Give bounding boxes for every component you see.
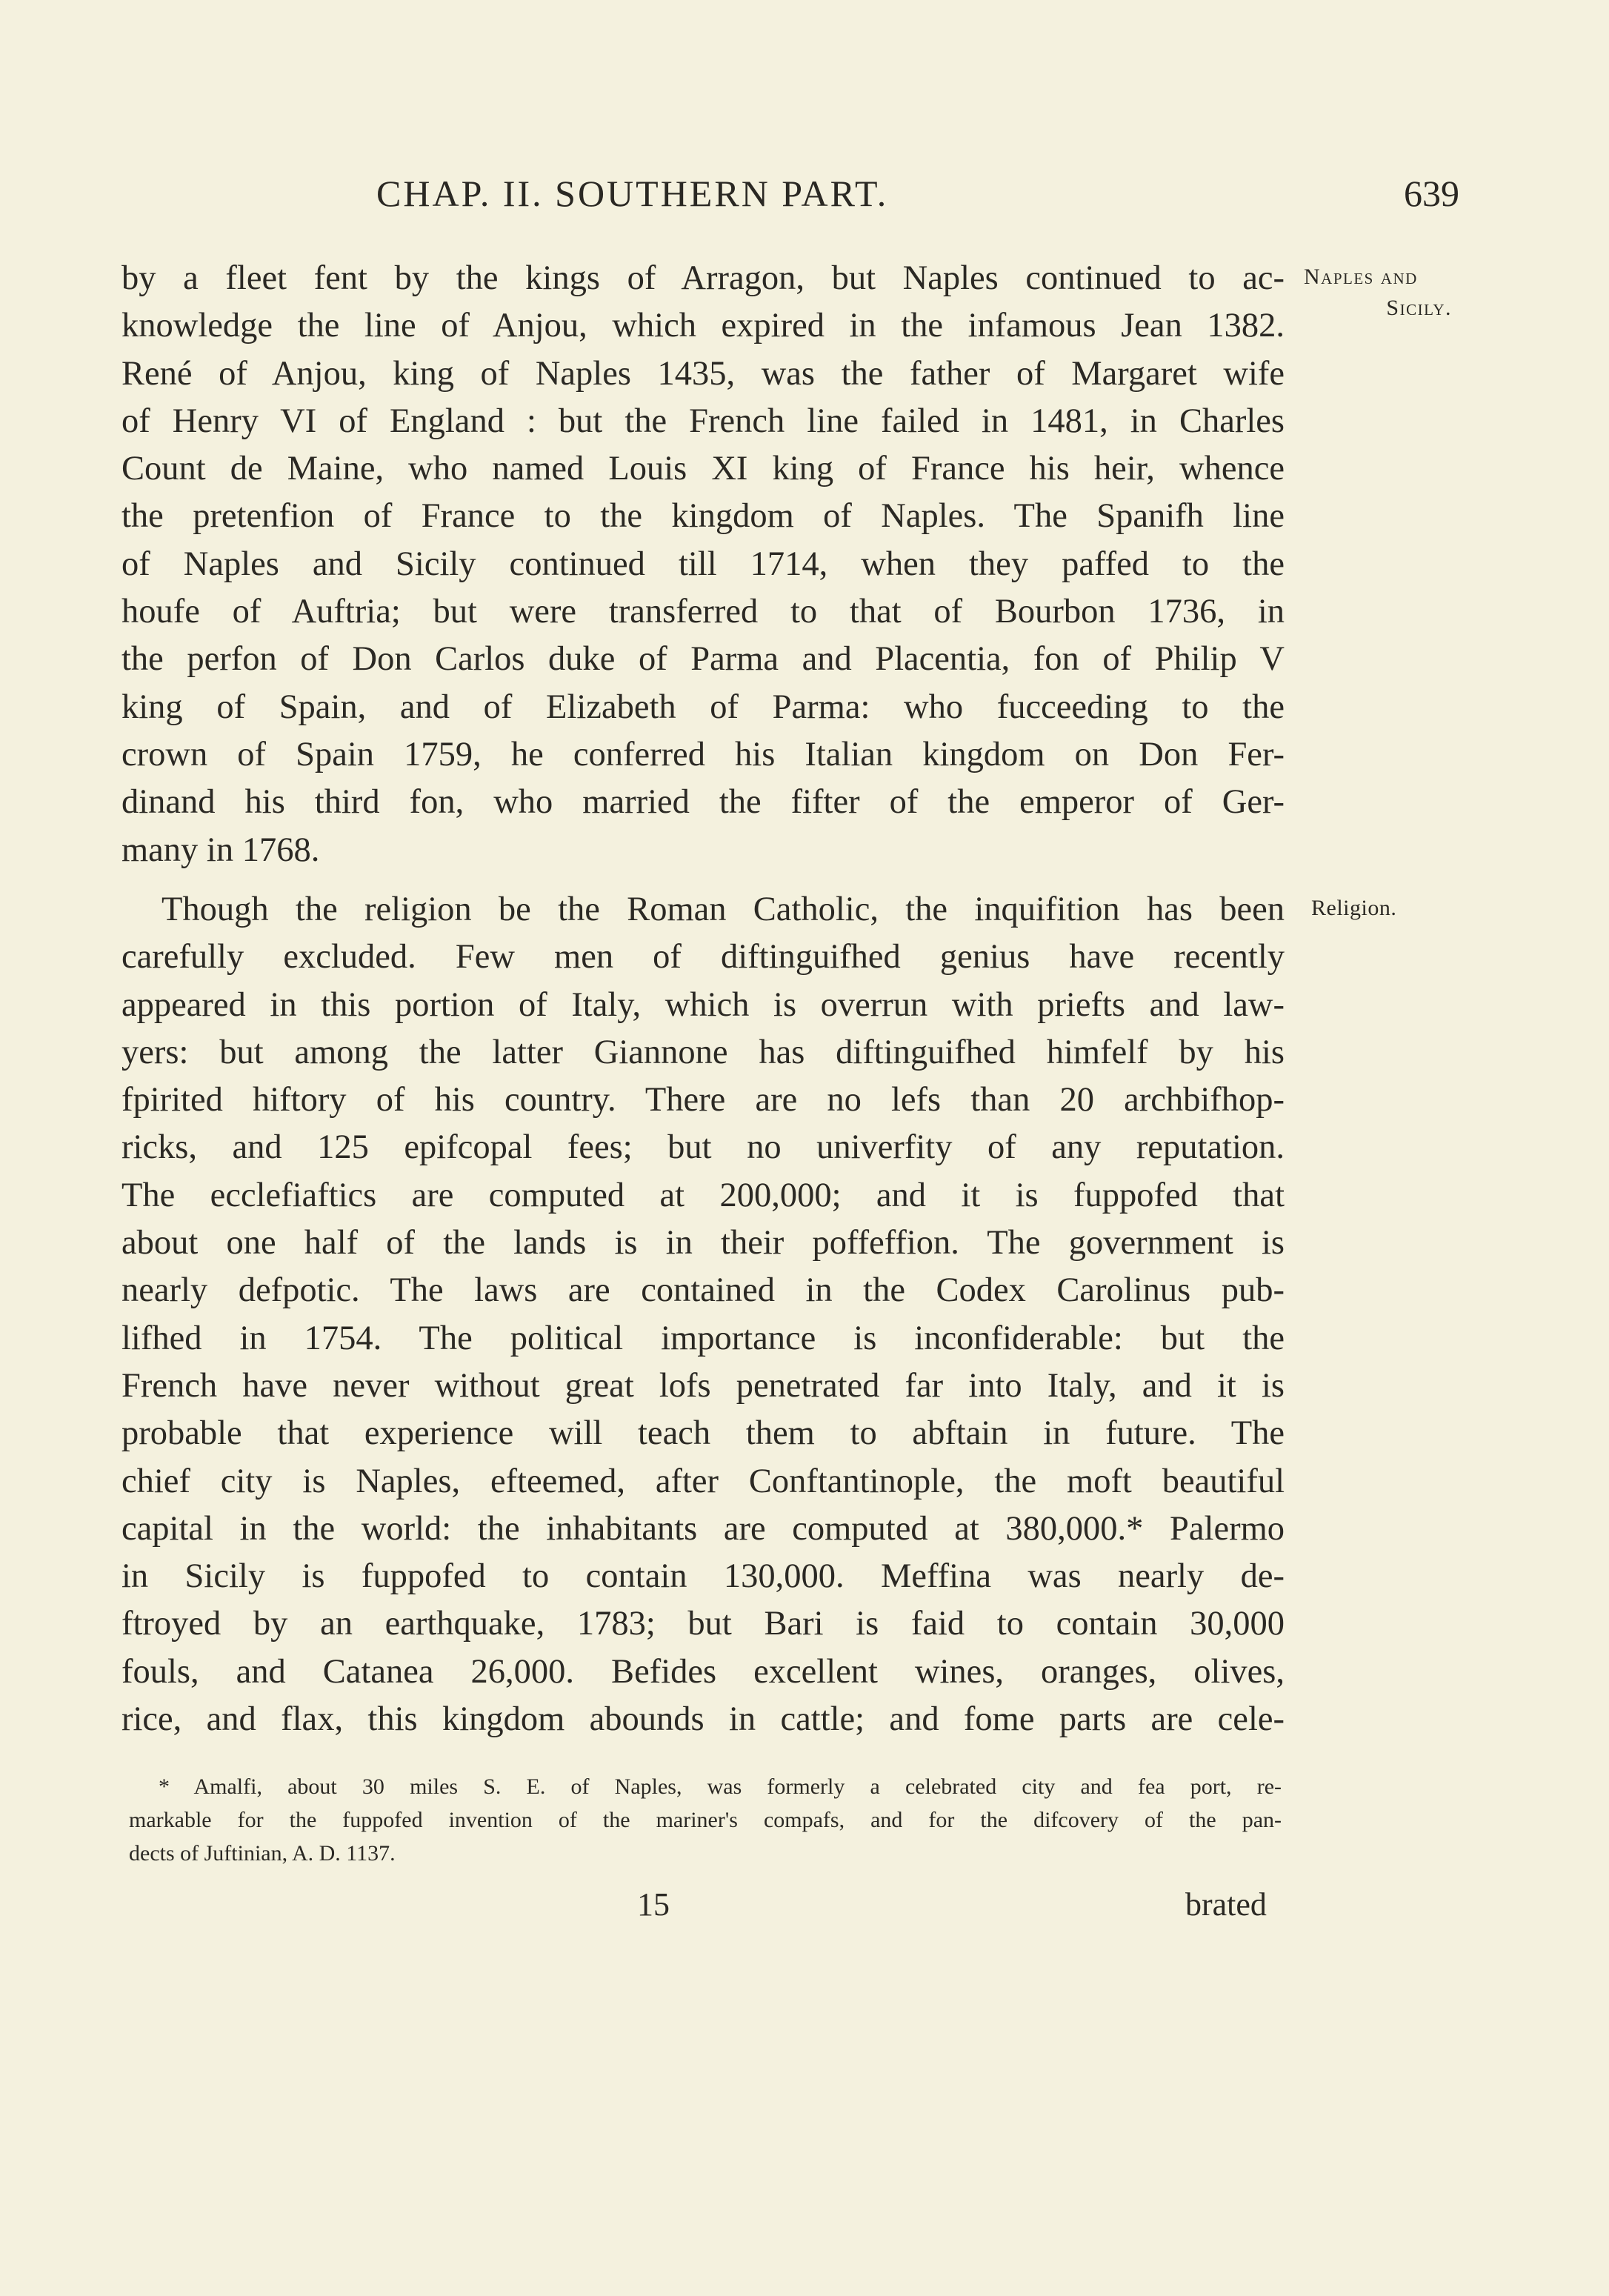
text-line: probable that experience will teach them to abftain in future. The [121,1414,1285,1453]
text-line: about one half of the lands is in their poffeffion. The government is [121,1224,1285,1262]
text-line: Though the religion be the Roman Catholic, the inquifition has been [161,891,1285,928]
text-line: capital in the world: the inhabitants are computed at 380,000.* Palermo [121,1509,1285,1548]
text-line: French have never without great lofs penetrated far into Italy, and it is [121,1366,1285,1405]
text-line: dinand his third fon, who married the fifter of the emperor of Ger- [121,783,1285,822]
footnote [129,1770,1282,1870]
margin-note-naples-line-2: Sicily. [1386,296,1452,320]
text-line: rice, and flax, this kingdom abounds in cattle; and fome parts are cele- [121,1700,1285,1739]
text-line: René of Anjou, king of Naples 1435, was the father of Margaret wife [121,354,1285,393]
page-number: 639 [1404,173,1459,214]
paragraph-religion [121,886,1285,1743]
text-line: many in 1768. [121,831,320,869]
text-line: lifhed in 1754. The political importance is inconfiderable: but the [121,1319,1285,1357]
text-line: by a fleet fent by the kings of Arragon, but Naples continued to ac- [121,259,1285,297]
text-line: fouls, and Catanea 26,000. Befides excellent wines, oranges, olives, [121,1652,1285,1691]
text-line: crown of Spain 1759, he conferred his Italian kingdom on Don Fer- [121,735,1285,773]
text-line: ricks, and 125 epifcopal fees; but no univerfity of any reputation. [121,1128,1285,1167]
running-head: CHAP. II. SOUTHERN PART. [376,173,889,214]
text-line: king of Spain, and of Elizabeth of Parma: who fucceeding to the [121,688,1285,726]
footnote-line: markable for the fuppofed invention of the mariner's compafs, and for the difcovery of the pan- [129,1808,1282,1832]
text-line: the pretenfion of France to the kingdom of Naples. The Spanifh line [121,497,1285,536]
text-line: appeared in this portion of Italy, which is overrun with priefts and law- [121,985,1285,1024]
text-line: carefully excluded. Few men of diftinguifhed genius have recently [121,938,1285,976]
footnote-line: * Amalfi, about 30 miles S. E. of Naples, was formerly a celebrated city and fea port, re- [159,1774,1282,1799]
text-line: knowledge the line of Anjou, which expired in the infamous Jean 1382. [121,307,1285,345]
margin-note-naples-line-1: Naples and [1304,264,1418,289]
margin-note-naples-and-sicily [1304,262,1474,324]
text-line: of Henry VI of England : but the French line failed in 1481, in Charles [121,402,1285,440]
text-line: nearly defpotic. The laws are contained in the Codex Carolinus pub- [121,1271,1285,1310]
paragraph-history [121,255,1285,874]
text-line: ftroyed by an earthquake, 1783; but Bari is faid to contain 30,000 [121,1605,1285,1643]
text-line: houfe of Auftria; but were transferred to that of Bourbon 1736, in [121,593,1285,631]
footnote-line: dects of Juftinian, A. D. 1137. [129,1841,396,1866]
catchword: brated [1185,1886,1267,1923]
text-line: of Naples and Sicily continued till 1714, when they paffed to the [121,545,1285,583]
text-line: Count de Maine, who named Louis XI king of France his heir, whence [121,450,1285,488]
margin-note-religion: Religion. [1311,896,1397,920]
text-line: The ecclefiaftics are computed at 200,000; and it is fuppofed that [121,1176,1285,1214]
text-line: fpirited hiftory of his country. There are no lefs than 20 archbifhop- [121,1081,1285,1119]
text-line: yers: but among the latter Giannone has diftinguifhed himfelf by his [121,1033,1285,1071]
text-line: the perfon of Don Carlos duke of Parma and Placentia, fon of Philip V [121,640,1285,679]
text-line: in Sicily is fuppofed to contain 130,000. Meffina was nearly de- [121,1557,1285,1596]
text-line: chief city is Naples, efteemed, after Conftantinople, the moft beautiful [121,1462,1285,1500]
signature-mark: 15 [637,1886,670,1923]
